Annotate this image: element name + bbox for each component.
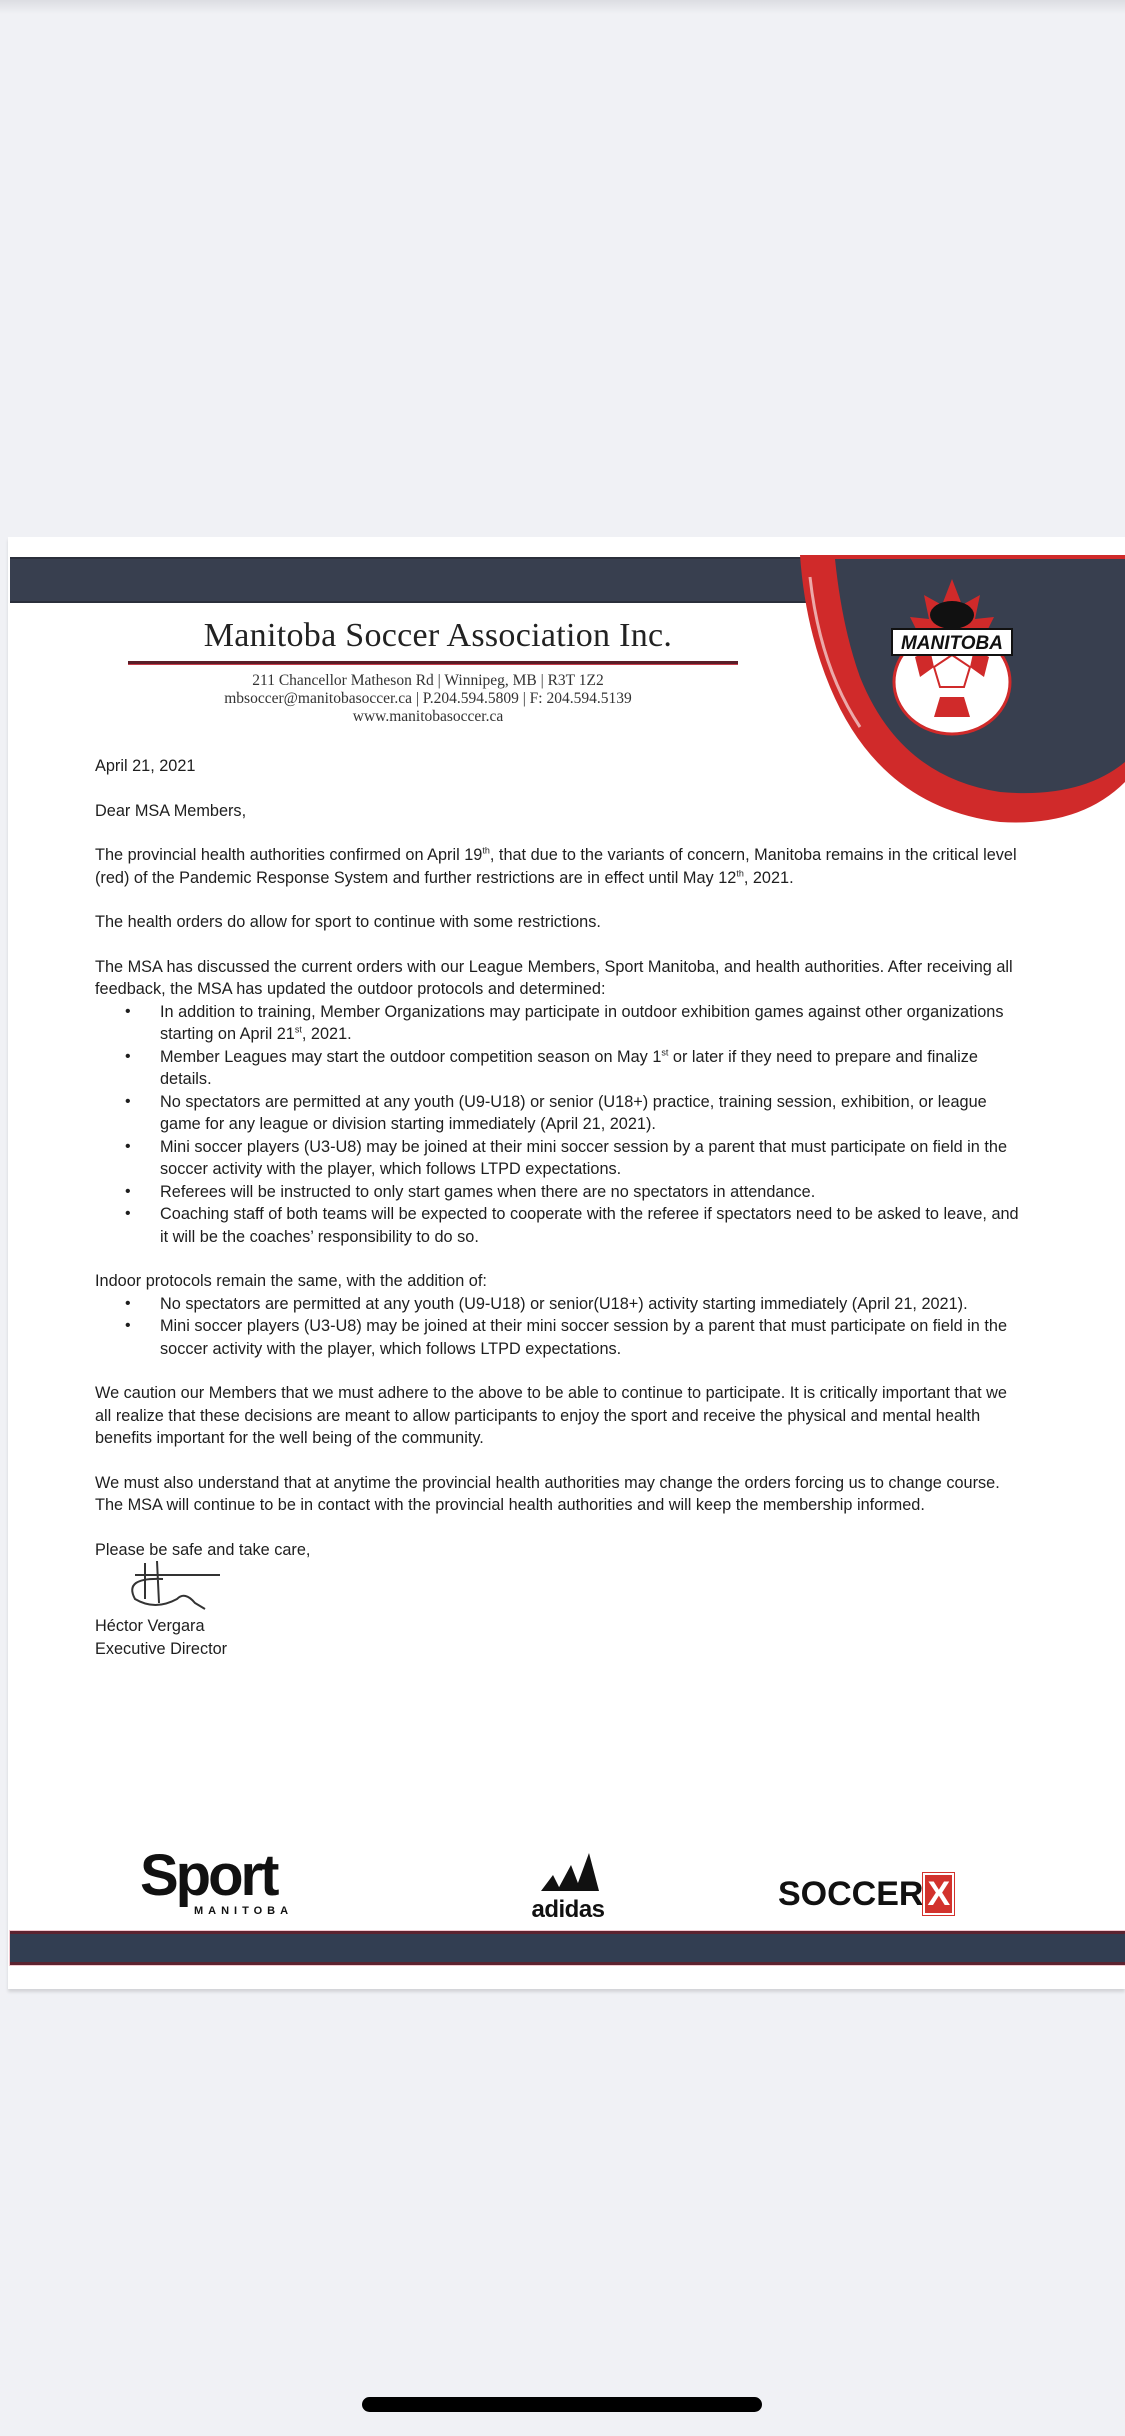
home-indicator[interactable]	[362, 2397, 762, 2412]
paragraph-orders-may-change: We must also understand that at anytime the provincial health authorities may change the orders forcing us to change course. The MSA will continue to be in contact with the provincial health authorities and will keep the membership informed.	[95, 1473, 1000, 1514]
signature-icon	[115, 1559, 235, 1617]
org-name: Manitoba Soccer Association Inc.	[203, 617, 673, 654]
sport-manitoba-logo: Sport MANITOBA	[140, 1843, 294, 1917]
list-item: • No spectators are permitted at any youth (U9-U18) or senior (U18+) practice, training session, exhibition, or league game for any league or division starting immediately (April 21, 2021).	[125, 1092, 987, 1133]
signer-name: Héctor Vergara	[95, 1617, 205, 1635]
indoor-intro: Indoor protocols remain the same, with the addition of:	[95, 1272, 487, 1290]
paragraph-health-authorities: The provincial health authorities confirmed on April 19th, that due to the variants of concern, Manitoba remains in the critical level (red) of the Pandemic Response System and further restrictions are in effect until May 12th, 2021.	[95, 845, 1017, 887]
letter-date: April 21, 2021	[95, 757, 196, 775]
signer-title: Executive Director	[95, 1639, 228, 1658]
soccerx-logo: SOCCER X	[778, 1875, 954, 1914]
adidas-logo: adidas	[513, 1851, 623, 1924]
paragraph-health-orders: The health orders do allow for sport to continue with some restrictions.	[95, 913, 601, 931]
footer-band	[10, 1931, 1125, 1965]
paragraph-caution: We caution our Members that we must adhere to the above to be able to continue to participate. It is critically important that we all realize that these decisions are meant to allow participants to enjoy the sport and receive the physical and mental health benefits important for the well being of the community.	[95, 1384, 1007, 1447]
header-band	[10, 557, 810, 603]
list-item: • Mini soccer players (U3-U8) may be joined at their mini soccer session by a parent that must participate on field in the soccer activity with the player, which follows LTPD expectations.	[125, 1137, 1008, 1178]
list-item: • In addition to training, Member Organizations may participate in outdoor exhibition games against other organizations starting on April 21st, 2021.	[125, 1002, 1004, 1043]
svg-text:MANITOBA: MANITOBA	[900, 633, 1004, 654]
closing: Please be safe and take care,	[95, 1540, 311, 1559]
status-bar-area	[0, 0, 1125, 14]
indoor-protocols-list	[95, 1293, 1025, 1361]
sponsor-logos	[8, 1843, 1125, 1927]
paragraph-msa-discussed: The MSA has discussed the current orders with our League Members, Sport Manitoba, and health authorities. After receiving all feedback, the MSA has updated the outdoor protocols and determined:	[95, 957, 1013, 998]
list-item: • Coaching staff of both teams will be expected to cooperate with the referee if spectators need to be asked to leave, and it will be the coaches’ responsibility to do so.	[125, 1205, 1019, 1246]
letter-body	[95, 755, 1025, 1660]
letter-image[interactable]	[8, 537, 1125, 1989]
list-item: • No spectators are permitted at any youth (U9-U18) or senior(U18+) activity starting immediately (April 21, 2021).	[125, 1294, 968, 1313]
list-item: • Member Leagues may start the outdoor competition season on May 1st or later if they need to prepare and finalize details.	[125, 1047, 978, 1088]
signature-block	[95, 1559, 1025, 1660]
org-address: 211 Chancellor Matheson Rd | Winnipeg, MB | R3T 1Z2	[252, 672, 604, 689]
list-item: • Mini soccer players (U3-U8) may be joined at their mini soccer session by a parent that must participate on field in the soccer activity with the player, which follows LTPD expectations.	[125, 1317, 1008, 1358]
org-website: www.manitobasoccer.ca	[352, 708, 504, 725]
org-contact: mbsoccer@manitobasoccer.ca | P.204.594.5809 | F: 204.594.5139	[224, 690, 632, 707]
list-item: • Referees will be instructed to only start games when there are no spectators in attendance.	[125, 1182, 816, 1201]
org-name-rule	[128, 661, 738, 665]
salutation: Dear MSA Members,	[95, 801, 247, 820]
adidas-stripes-icon	[533, 1851, 603, 1891]
outdoor-protocols-list	[95, 1001, 1025, 1249]
